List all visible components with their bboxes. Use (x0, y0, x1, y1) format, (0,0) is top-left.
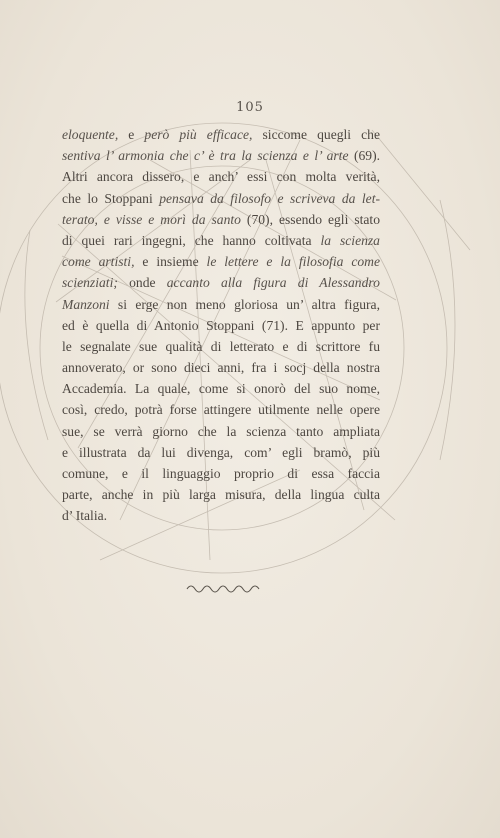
text-line (62, 399, 380, 420)
text-line (62, 166, 380, 187)
text-line (62, 251, 380, 272)
text-line (62, 484, 380, 505)
text-segment: d’ Italia. (62, 508, 108, 524)
text-line (62, 505, 380, 526)
text-segment: e illustrata da lui divenga, com’ egli bramò, più (62, 444, 380, 460)
text-segment: e (118, 127, 145, 142)
text-line (62, 315, 380, 336)
text-segment: di quei rari ingegni, che hanno coltivata (62, 232, 321, 248)
italic-text: Manzoni (62, 296, 110, 312)
text-segment: ed è quella di Antonio Stoppani (71). E appunto per (62, 317, 380, 333)
text-segment: parte, anche in più larga misura, della lingua culta (62, 487, 380, 503)
text-line (62, 188, 380, 209)
text-line (62, 272, 380, 293)
italic-text: le lettere e la filosofia come (206, 254, 380, 270)
text-segment: siccome quegli che (252, 127, 380, 142)
text-segment: che lo Stoppani (62, 190, 160, 206)
text-segment: le segnalate sue qualità di letterato e di scrittore fu (62, 338, 380, 354)
text-segment: sue, se verrà giorno che la scienza tanto ampliata (62, 423, 380, 439)
text-line (62, 124, 380, 145)
text-line (62, 209, 380, 230)
ornament-wave (187, 586, 259, 592)
italic-text: scienziati; (62, 275, 118, 291)
body-text (62, 124, 380, 527)
text-segment: comune, e il linguaggio proprio di essa faccia (62, 466, 380, 481)
italic-text: pensava da filosofo e scriveva da let- (159, 190, 380, 206)
italic-text: la scienza (320, 232, 380, 248)
italic-text: accanto alla figura di Alessandro (166, 275, 380, 291)
text-segment: e insieme (134, 254, 207, 270)
text-line (62, 145, 380, 166)
text-segment: (69). (348, 148, 380, 164)
italic-text: come artisti, (62, 254, 135, 270)
text-line (62, 378, 380, 399)
text-segment: così, credo, potrà forse attingere utilmente nelle opere (62, 402, 380, 418)
text-segment: onde (117, 275, 167, 291)
text-line (62, 463, 380, 484)
text-segment: Altri ancora dissero, e anch’ essi con molta verità, (62, 169, 380, 185)
text-line (62, 230, 380, 251)
text-line (62, 294, 380, 315)
text-line (62, 421, 380, 442)
italic-text: eloquente, (62, 127, 119, 142)
text-segment: (70), essendo egli stato (240, 211, 380, 227)
page-number: 105 (236, 100, 264, 115)
text-segment: si erge non meno gloriosa un’ altra figura, (109, 296, 380, 312)
text-segment: Accademia. La quale, come si onorò del suo nome, (62, 381, 380, 397)
italic-text: terato, e visse e morì da santo (62, 211, 241, 227)
italic-text: sentiva l’ armonia che c’ è tra la scienza e l’ arte (62, 148, 349, 164)
text-segment: annoverato, or sono dieci anni, fra i socj della nostra (62, 360, 380, 376)
italic-text: però più efficace, (144, 127, 253, 142)
text-line (62, 357, 380, 378)
text-line (62, 442, 380, 463)
text-line (62, 336, 380, 357)
wavy-line-ornament (185, 580, 263, 594)
